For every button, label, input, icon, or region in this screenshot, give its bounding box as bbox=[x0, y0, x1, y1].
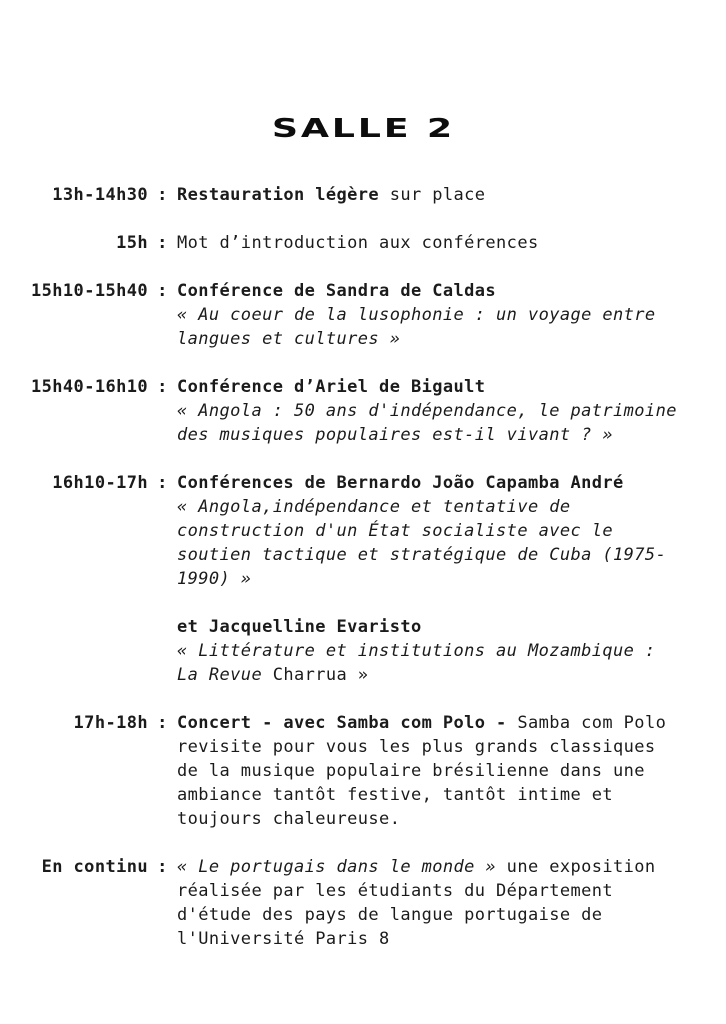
text-segment: Concert - avec Samba com Polo - bbox=[177, 713, 507, 733]
page-title bbox=[0, 0, 726, 144]
event-separator: : bbox=[157, 857, 168, 877]
content-line bbox=[177, 543, 726, 567]
content-line bbox=[177, 759, 726, 783]
content-line bbox=[177, 495, 726, 519]
event-content bbox=[177, 183, 726, 207]
text-segment: revisite pour vous les plus grands classiques bbox=[177, 737, 656, 757]
text-segment: La Revue bbox=[177, 665, 263, 685]
text-segment: toujours chaleureuse. bbox=[177, 809, 401, 829]
text-segment: soutien tactique et stratégique de Cuba (1975- bbox=[177, 545, 667, 565]
text-segment: « Littérature et institutions au Mozambique : bbox=[177, 641, 656, 661]
content-line bbox=[177, 807, 726, 831]
event-content bbox=[177, 855, 726, 951]
text-segment: Samba com Polo bbox=[506, 713, 667, 733]
text-segment: et Jacquelline Evaristo bbox=[177, 617, 422, 637]
event-separator: : bbox=[157, 185, 168, 205]
content-line bbox=[177, 783, 726, 807]
content-line bbox=[177, 327, 726, 351]
content-line bbox=[177, 591, 726, 615]
text-segment: réalisée par les étudiants du Département bbox=[177, 881, 614, 901]
content-line bbox=[177, 375, 726, 399]
event-separator: : bbox=[157, 233, 168, 253]
event-content bbox=[177, 375, 726, 447]
content-line bbox=[177, 183, 726, 207]
text-segment: « Au coeur de la lusophonie : un voyage entre bbox=[177, 305, 656, 325]
event-row bbox=[0, 183, 726, 207]
text-segment: d'étude des pays de langue portugaise de bbox=[177, 905, 603, 925]
text-segment: « Le portugais dans le monde » bbox=[177, 857, 497, 877]
text-segment: sur place bbox=[379, 185, 486, 205]
text-segment: Restauration légère bbox=[177, 185, 380, 205]
content-line bbox=[177, 879, 726, 903]
text-segment: de la musique populaire brésilienne dans une bbox=[177, 761, 645, 781]
content-line bbox=[177, 303, 726, 327]
content-line bbox=[177, 639, 726, 663]
text-segment: ambiance tantôt festive, tantôt intime et bbox=[177, 785, 614, 805]
event-content bbox=[177, 231, 726, 255]
event-content bbox=[177, 471, 726, 687]
event-time: 13h-14h30 bbox=[52, 185, 148, 205]
text-segment: langues et cultures » bbox=[177, 329, 401, 349]
text-segment: 1990) » bbox=[177, 569, 252, 589]
content-line bbox=[177, 567, 726, 591]
event-row bbox=[0, 375, 726, 447]
event-separator: : bbox=[157, 473, 168, 493]
event-time: 15h10-15h40 bbox=[31, 281, 148, 301]
text-segment: Conférence de Sandra de Caldas bbox=[177, 281, 497, 301]
text-segment: une exposition bbox=[496, 857, 656, 877]
event-time: 17h-18h bbox=[73, 713, 148, 733]
text-segment: des musiques populaires est-il vivant ? » bbox=[177, 425, 614, 445]
content-line bbox=[177, 519, 726, 543]
content-line bbox=[177, 735, 726, 759]
event-content bbox=[177, 711, 726, 831]
schedule bbox=[0, 183, 726, 951]
event-time: En continu bbox=[41, 857, 148, 877]
event-time: 16h10-17h bbox=[52, 473, 148, 493]
content-line bbox=[177, 231, 726, 255]
content-line bbox=[177, 471, 726, 495]
text-segment: « Angola,indépendance et tentative de bbox=[177, 497, 571, 517]
text-segment: construction d'un État socialiste avec le bbox=[177, 521, 614, 541]
event-time: 15h bbox=[116, 233, 148, 253]
page-title-text: SALLE 2 bbox=[271, 114, 455, 144]
text-segment: Conférences de Bernardo João Capamba André bbox=[177, 473, 624, 493]
text-segment: Mot d’introduction aux conférences bbox=[177, 233, 539, 253]
event-row bbox=[0, 231, 726, 255]
text-segment: Conférence d’Ariel de Bigault bbox=[177, 377, 486, 397]
event-row bbox=[0, 279, 726, 351]
event-separator: : bbox=[157, 713, 168, 733]
content-line bbox=[177, 711, 726, 735]
content-line bbox=[177, 855, 726, 879]
text-segment: Charrua » bbox=[262, 665, 369, 685]
event-content bbox=[177, 279, 726, 351]
content-line bbox=[177, 927, 726, 951]
text-segment: « Angola : 50 ans d'indépendance, le patrimoine bbox=[177, 401, 677, 421]
event-separator: : bbox=[157, 377, 168, 397]
content-line bbox=[177, 279, 726, 303]
event-row bbox=[0, 855, 726, 951]
content-line bbox=[177, 399, 726, 423]
content-line bbox=[177, 423, 726, 447]
event-row bbox=[0, 471, 726, 687]
content-line bbox=[177, 615, 726, 639]
text-segment: l'Université Paris 8 bbox=[177, 929, 390, 949]
event-separator: : bbox=[157, 281, 168, 301]
content-line bbox=[177, 663, 726, 687]
event-time: 15h40-16h10 bbox=[31, 377, 148, 397]
content-line bbox=[177, 903, 726, 927]
event-row bbox=[0, 711, 726, 831]
